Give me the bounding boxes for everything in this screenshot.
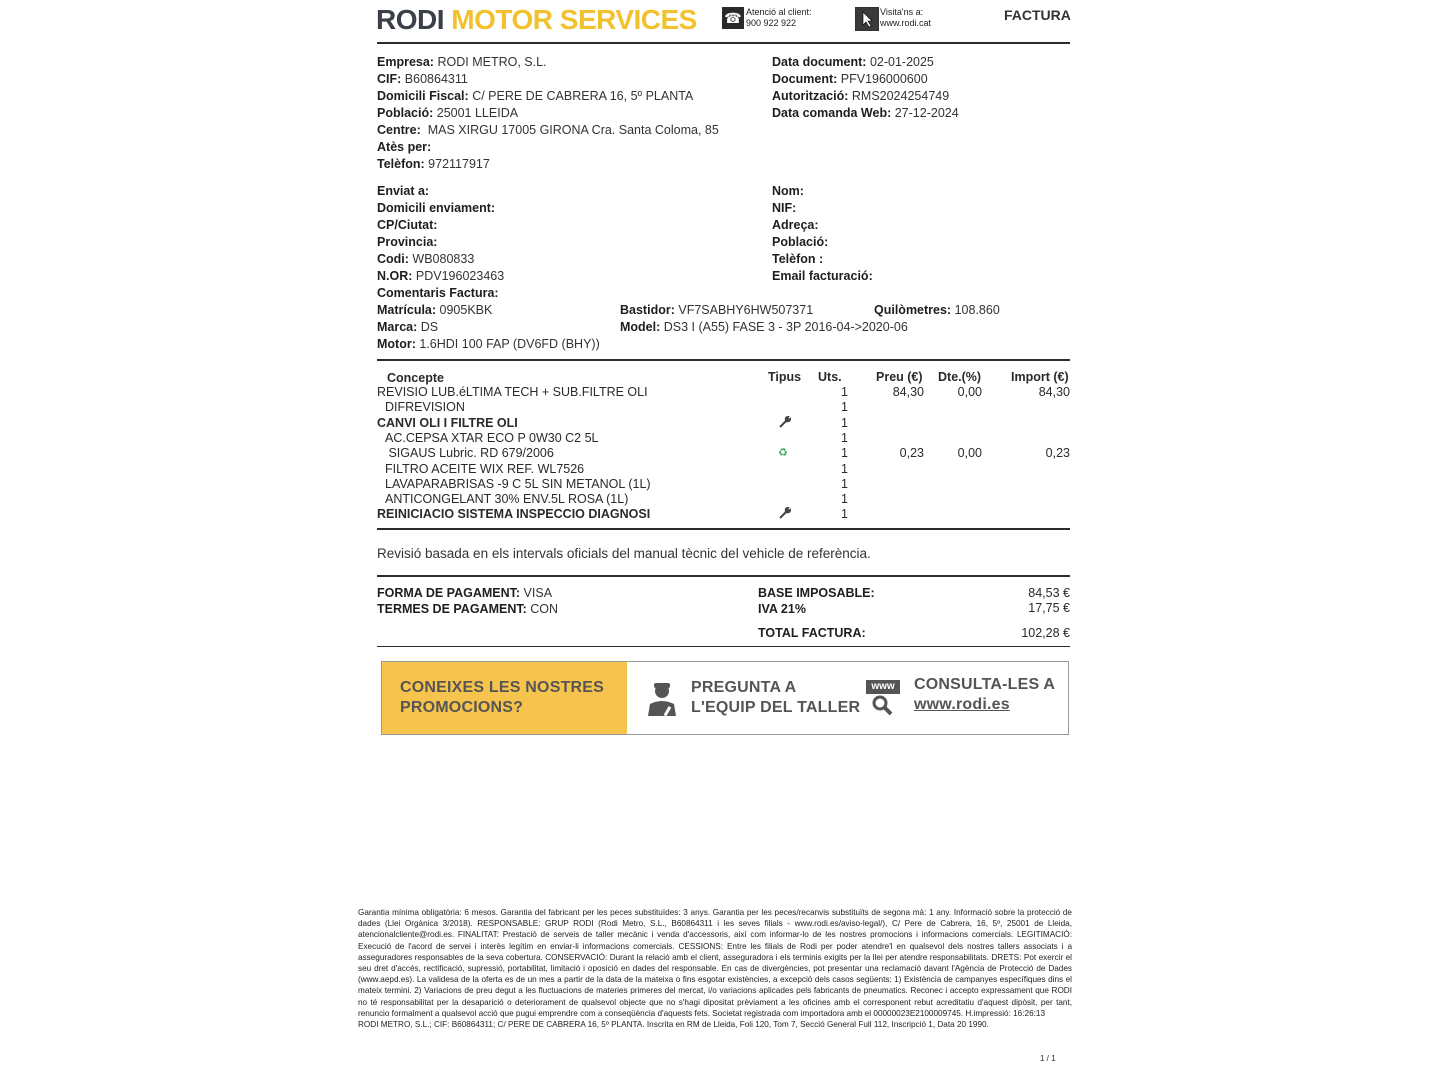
company-address: C/ PERE DE CABRERA 16, 5º PLANTA	[472, 89, 694, 103]
www-badge: www	[866, 680, 900, 694]
company-phone: 972117917	[428, 157, 490, 171]
label: Document:	[772, 72, 838, 86]
phone-number: 900 922 922	[746, 18, 797, 28]
web-text	[914, 675, 1055, 715]
page-number: 1 / 1	[1040, 1054, 1056, 1063]
web-info	[880, 7, 931, 29]
line-concept: REINICIACIO SISTEMA INSPECCIO DIAGNOSI	[377, 507, 651, 522]
authorization-number: RMS2024254749	[851, 89, 950, 103]
document-number: PFV196000600	[840, 72, 928, 86]
label: Domicili Fiscal:	[377, 89, 469, 103]
order-date: 27-12-2024	[894, 106, 959, 120]
label: N.OR:	[377, 269, 413, 283]
label: NIF:	[772, 201, 797, 215]
payment-block	[377, 585, 558, 617]
company-logo	[376, 4, 697, 36]
phone-info	[746, 7, 812, 29]
line-units: 1	[841, 430, 848, 445]
line-units: 1	[841, 385, 848, 399]
total-amount: 102,28 €	[1021, 626, 1070, 640]
mileage-value: 108.860	[954, 303, 1000, 317]
shipping-block	[377, 183, 600, 353]
line-price: 84,30	[892, 385, 924, 399]
www-search-icon	[866, 680, 902, 716]
document-date: 02-01-2025	[869, 55, 934, 69]
vin-number: VF7SABHY6HW507371	[678, 303, 814, 317]
label: Bastidor:	[620, 303, 675, 317]
shipping-code: WB080833	[412, 252, 475, 266]
line-units: 1	[841, 476, 848, 491]
column-header-uts: Uts.	[818, 370, 842, 384]
label: Data comanda Web:	[772, 106, 892, 120]
line-price: 0,23	[899, 446, 924, 461]
phone-label: Atenció al client:	[746, 7, 812, 17]
label: TERMES DE PAGAMENT:	[377, 602, 527, 616]
taller-text	[691, 678, 860, 718]
cursor-icon	[855, 7, 879, 31]
label: Telèfon :	[772, 252, 824, 266]
label: Adreça:	[772, 218, 819, 232]
promo-line: PROMOCIONS?	[400, 699, 524, 716]
line-units: 1	[841, 415, 848, 430]
label: Autorització:	[772, 89, 849, 103]
taller-line: L'EQUIP DEL TALLER	[691, 699, 861, 716]
legal-text	[358, 907, 1072, 1067]
line-units: 1	[841, 507, 848, 522]
line-concept: AC.CEPSA XTAR ECO P 0W30 C2 5L	[385, 430, 599, 445]
license-plate: 0905KBK	[439, 303, 493, 317]
label: Domicili enviament:	[377, 201, 496, 215]
promo-banner[interactable]	[381, 661, 1069, 735]
web-link[interactable]: www.rodi.es	[914, 696, 1010, 713]
label: Enviat a:	[377, 184, 430, 198]
label: Data document:	[772, 55, 867, 69]
line-amount: 0,23	[1045, 446, 1070, 461]
document-type: FACTURA	[1004, 7, 1071, 23]
service-note: Revisió basada en els intervals oficials del manual tècnic del vehicle de referència.	[377, 546, 871, 561]
promo-text	[400, 678, 604, 718]
vat-amount: 17,75 €	[1028, 601, 1070, 615]
label: Matrícula:	[377, 303, 437, 317]
wrench-icon	[778, 415, 792, 433]
divider	[377, 528, 1070, 530]
label: Codi:	[377, 252, 409, 266]
label: Motor:	[377, 337, 416, 351]
web-url[interactable]: www.rodi.cat	[880, 18, 932, 28]
line-units: 1	[841, 400, 848, 415]
vehicle-engine: 1.6HDI 100 FAP (DV6FD (BHY))	[419, 337, 600, 351]
line-units: 1	[841, 446, 848, 461]
divider	[377, 42, 1070, 44]
label: Telèfon:	[377, 157, 425, 171]
label: Centre:	[377, 123, 421, 137]
logo-text-motor-services: MOTOR SERVICES	[451, 4, 697, 35]
company-cif: B60864311	[404, 72, 468, 86]
label: IVA 21%	[758, 602, 806, 616]
company-block	[377, 54, 719, 173]
label: Comentaris Factura:	[377, 286, 499, 300]
label: Atès per:	[377, 140, 432, 154]
line-concept: FILTRO ACEITE WIX REF. WL7526	[385, 461, 585, 476]
column-header-import: Import (€)	[1011, 370, 1069, 384]
label: CP/Ciutat:	[377, 218, 438, 232]
column-header-preu: Preu (€)	[876, 370, 923, 384]
legal-footer: RODI METRO, S.L.; CIF: B60864311; C/ PERE DE CABRERA 16, 5º PLANTA. Inscrita en RM de Lleida, Foli 120, Tom 7, Secció General Full 112, Inscripció 1, Data 20 1990.	[358, 1020, 989, 1030]
company-city: 25001 LLEIDA	[436, 106, 519, 120]
column-header-tipus: Tipus	[768, 370, 802, 384]
web-line: CONSULTA-LES A	[914, 676, 1056, 693]
line-concept: REVISIO LUB.éLTIMA TECH + SUB.FILTRE OLI	[377, 385, 648, 399]
line-concept: SIGAUS Lubric. RD 679/2006	[385, 446, 554, 461]
label: CIF:	[377, 72, 402, 86]
line-amount: 84,30	[1038, 385, 1070, 399]
document-block	[772, 54, 959, 122]
phone-icon: ☎	[722, 7, 744, 29]
label: Marca:	[377, 320, 418, 334]
mechanic-icon	[645, 680, 679, 723]
company-name: RODI METRO, S.L.	[437, 55, 547, 69]
line-discount: 0,00	[957, 446, 982, 461]
mileage	[874, 302, 1000, 319]
label: Nom:	[772, 184, 804, 198]
label: Població:	[377, 106, 434, 120]
divider	[377, 359, 1070, 361]
recycle-icon: ♻	[778, 447, 788, 460]
vehicle-brand: DS	[420, 320, 439, 334]
line-concept: CANVI OLI I FILTRE OLI	[377, 415, 518, 430]
line-discount: 0,00	[957, 385, 982, 399]
wrench-icon	[778, 506, 792, 524]
vehicle-block	[620, 302, 908, 336]
label: Provincia:	[377, 235, 438, 249]
vehicle-model: DS3 I (A55) FASE 3 - 3P 2016-04->2020-06	[663, 320, 908, 334]
line-units: 1	[841, 461, 848, 476]
label: Model:	[620, 320, 661, 334]
line-concept: ANTICONGELANT 30% ENV.5L ROSA (1L)	[385, 492, 629, 507]
divider	[377, 575, 1070, 577]
payment-terms: CON	[530, 602, 559, 616]
line-units: 1	[841, 492, 848, 507]
taller-line: PREGUNTA A	[691, 679, 797, 696]
legal-paragraph: Garantia mínima obligatòria: 6 mesos. Garantia del fabricant per les peces substituïdes: 3 anys. Garantia per les peces/recanvis substituïts de segona mà: 1 any. Informació sobre la protecció de dades (Llei Orgànica 3/2018). RESPONSABLE: GRUP RODI (Rodi Metro, S.L., B60864311 i les seves filials - www.rodi.es/aviso-legal/), C/ Pere de Cabrera, 16, 5º, 25001 de Lleida, atencionalcliente@rodi.es. FINALITAT: Prestació de serveis de taller mecànic i venda d'accessoris, així com informar-lo de les nostres promocions i informacions comercials. LEGITIMACIÓ: Execució de l'acord de servei i interès legítim en enviar-li informacions comercials. CESSIONS: Entre les filials de Rodi per poder atendre'l en qualsevol dels nostres tallers associats i a asseguradores responsables de la seva cobertura. CONSERVACIÓ: Durant la relació amb el client, asseguradora i els terminis exigits per la llei per atendre responsabilitats. DRETS: Pot exercir el seu dret d'accés, rectificació, supressió, portabilitat, limitació i oposició en dades del responsable. En cas de divergències, pot presentar una reclamació davant l'Agència de Protecció de Dades (www.aepd.es). La validesa de la oferta es de un mes a partir de la data de la mateixa o fins esgotar existències, a excepció dels casos següents: 1) Existència de campanyes específiques dins el mateix termini. 2) Variacions de preu degut a les fluctuacions de materies primeres del mercat, i/o variacions aplicades pels fabricants de pneumatics. Reconec i accepto expressament que RODI no té responsabilitat per la desaparició o deteriorament de qualsevol objecte que no s'hagi dipositat prèviament a les oficines amb el corresponent rebut acreditatiu d'aquest dipòsit, per tant, renuncio formalment a qualsevol acció que pugui emprendre com a conseqüència d'aquests fets. Societat registrada com importadora amb el 00000023E2100009745. H.impressió: 16:26:13	[358, 908, 1072, 1018]
web-label: Visita'ns a:	[880, 7, 924, 17]
logo-text-rodi: RODI	[376, 4, 444, 35]
label: BASE IMPOSABLE:	[758, 586, 875, 600]
company-centre: MAS XIRGU 17005 GIRONA Cra. Santa Coloma, 85	[427, 123, 719, 137]
label: TOTAL FACTURA:	[758, 626, 866, 640]
client-block	[772, 183, 873, 285]
payment-method: VISA	[523, 586, 553, 600]
label: FORMA DE PAGAMENT:	[377, 586, 521, 600]
promo-line: CONEIXES LES NOSTRES	[400, 679, 605, 696]
order-reference: PDV196023463	[415, 269, 505, 283]
column-header-dte: Dte.(%)	[938, 370, 982, 384]
column-header-concepte: Concepte	[387, 371, 444, 385]
label: Empresa:	[377, 55, 434, 69]
label: Quilòmetres:	[874, 303, 952, 317]
line-concept: DIFREVISION	[385, 400, 465, 415]
label: Població:	[772, 235, 829, 249]
label: Email facturació:	[772, 269, 873, 283]
divider	[377, 646, 1070, 647]
base-amount: 84,53 €	[1028, 586, 1070, 600]
line-concept: LAVAPARABRISAS -9 C 5L SIN METANOL (1L)	[385, 476, 651, 491]
